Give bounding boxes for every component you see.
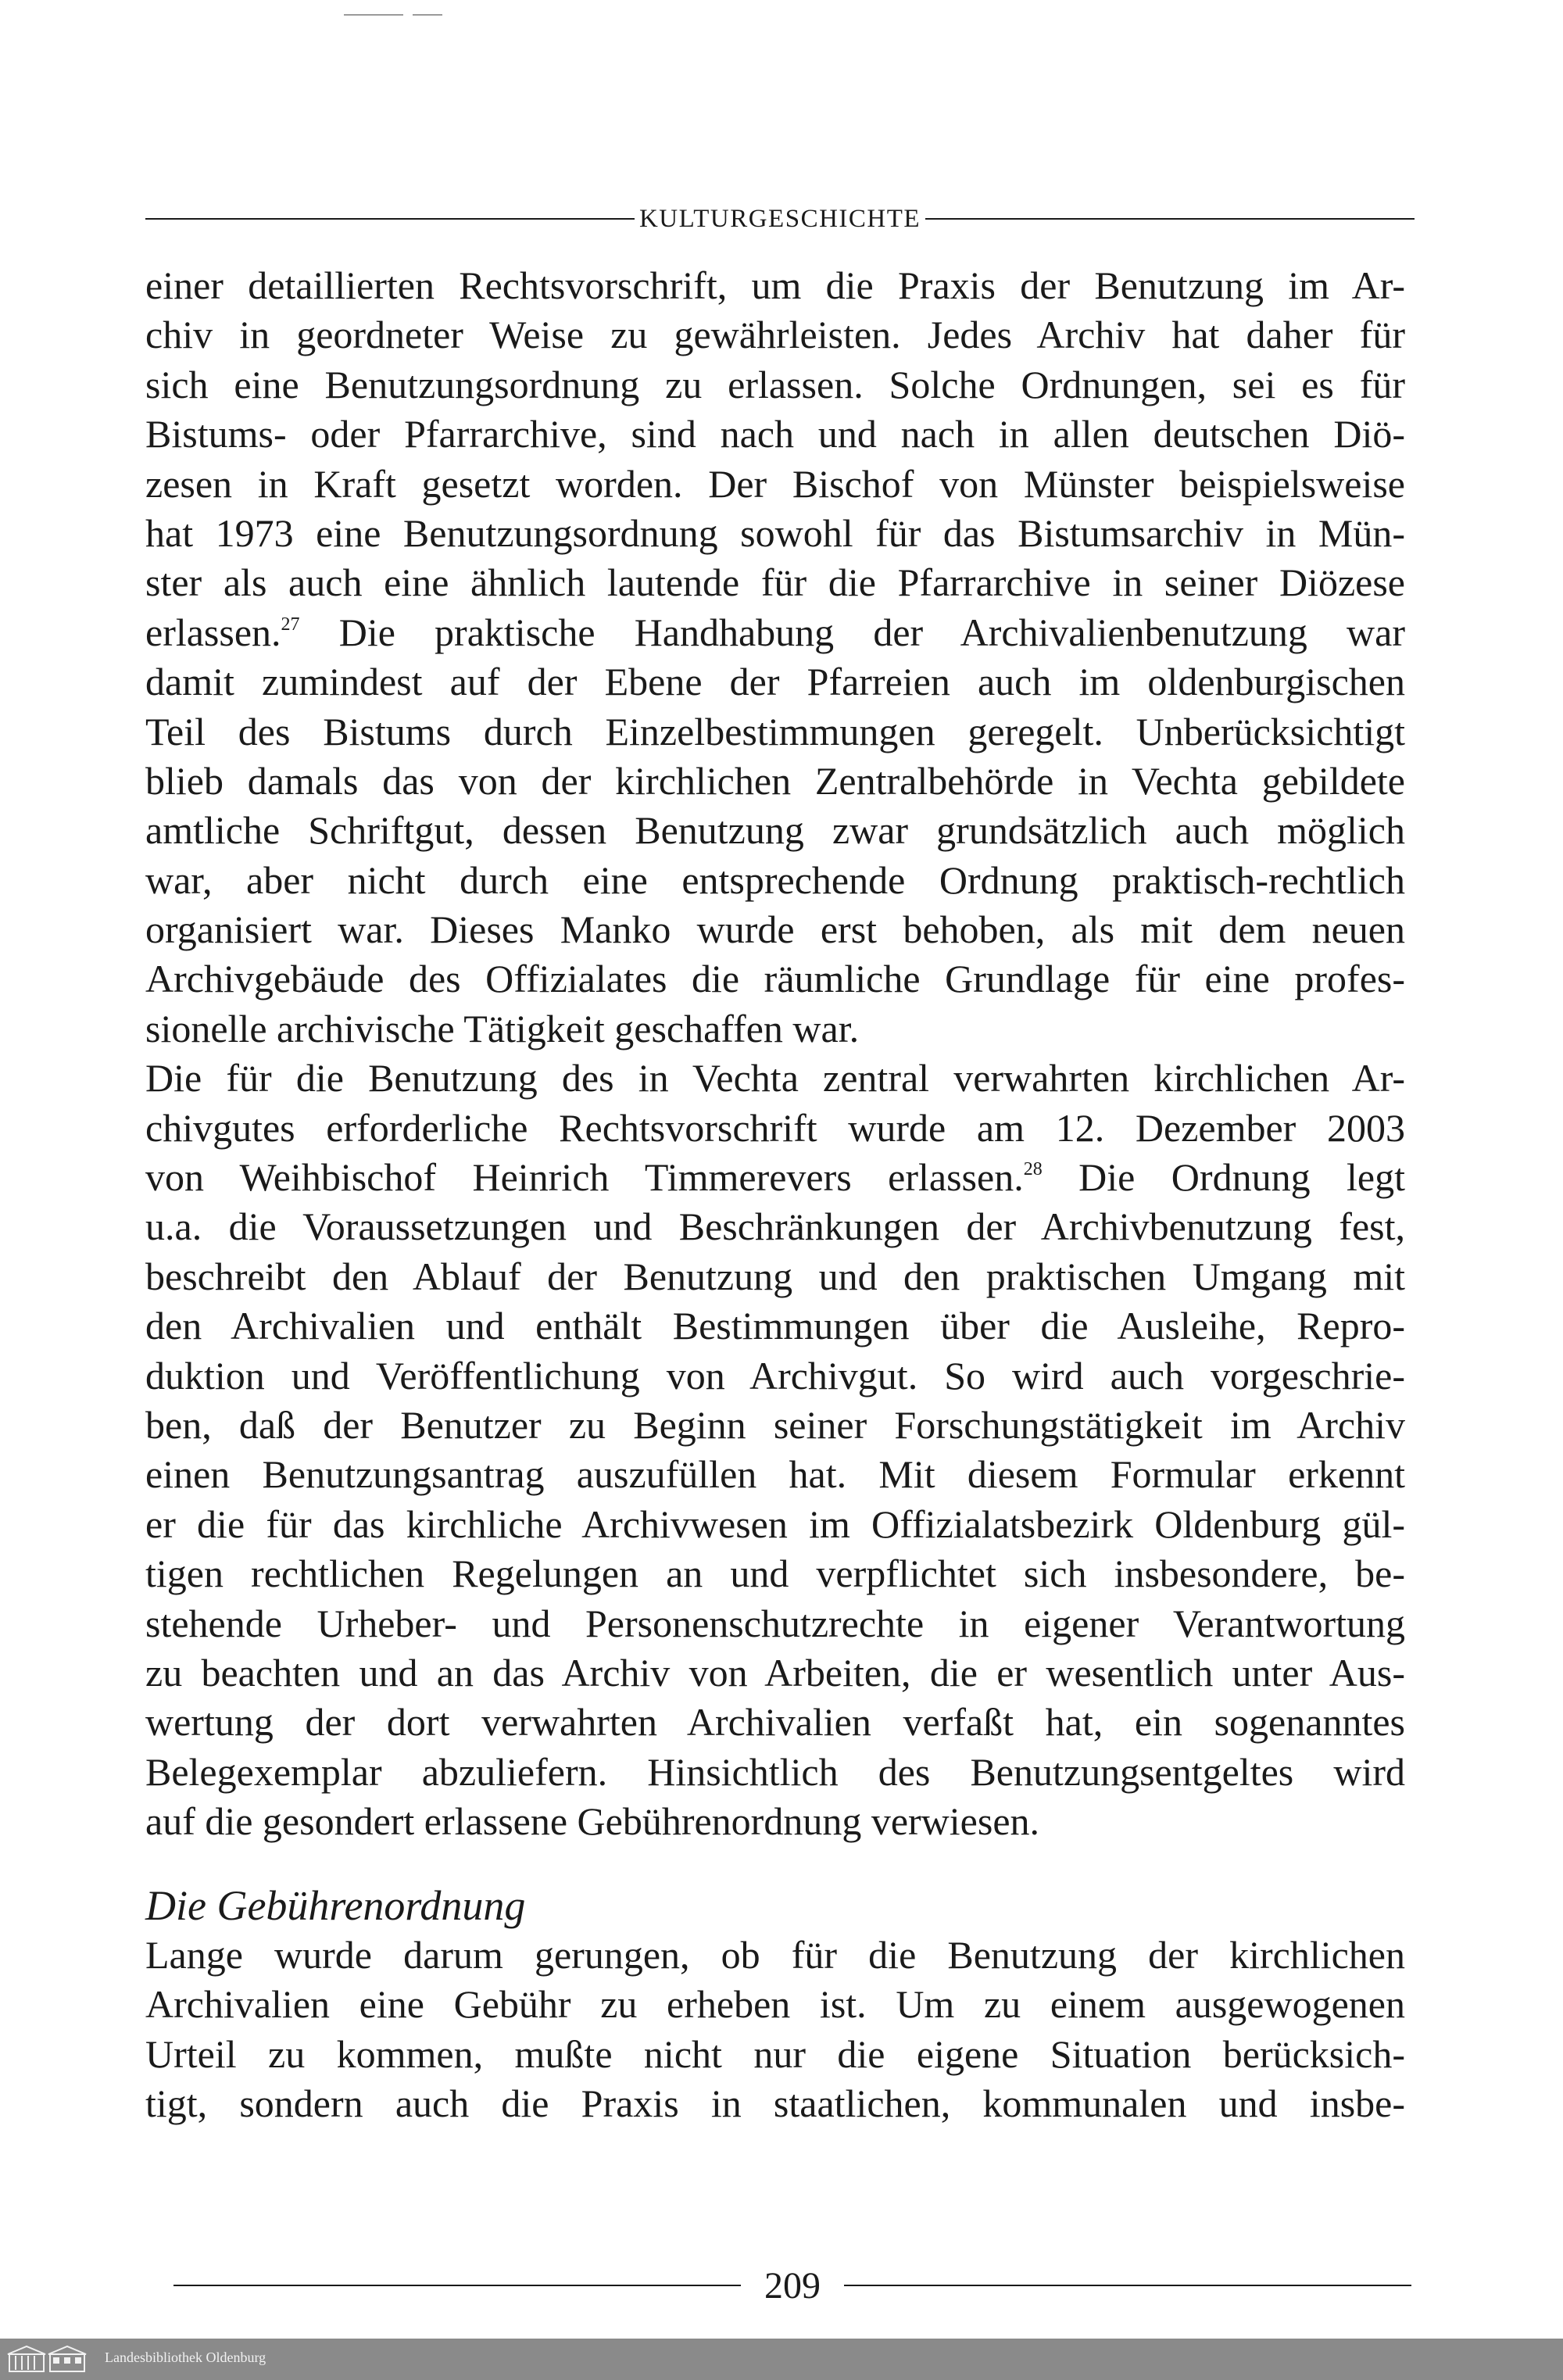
text-line: ben, daß der Benutzer zu Beginn seiner Forschungstätigkeit im Archiv <box>145 1402 1405 1447</box>
text-line: Archivgebäude des Offizialates die räumliche Grundlage für eine profes- <box>145 957 1405 1001</box>
running-head-title: KULTURGESCHICHTE <box>638 204 921 233</box>
text-fragment: Die praktische Handhabung der Archivalienbenutzung war <box>299 610 1405 654</box>
running-head <box>145 202 1415 236</box>
text-fragment: Die Ordnung legt <box>1042 1155 1405 1200</box>
running-head-rule-right <box>925 218 1415 220</box>
text-line: hat 1973 eine Benutzungsordnung sowohl für das Bistumsarchiv in Mün- <box>145 510 1405 555</box>
text-line: ster als auch eine ähnlich lautende für die Pfarrarchive in seiner Diözese <box>145 560 1405 605</box>
text-line: Archivalien eine Gebühr zu erheben ist. Um zu einem ausgewogenen <box>145 1982 1405 2027</box>
text-line: sich eine Benutzungsordnung zu erlassen. Solche Ordnungen, sei es für <box>145 362 1405 406</box>
text-line: amtliche Schriftgut, dessen Benutzung zwar grundsätzlich auch möglich <box>145 808 1405 853</box>
scan-edge-marks <box>344 14 453 16</box>
text-line: sionelle archivische Tätigkeit geschaffen war. <box>145 1006 860 1050</box>
text-line: zesen in Kraft gesetzt worden. Der Bischof von Münster beispielsweise <box>145 461 1405 506</box>
text-line: zu beachten und an das Archiv von Arbeiten, die er wesentlich unter Aus- <box>145 1650 1405 1695</box>
text-line <box>145 608 1405 657</box>
text-line: Teil des Bistums durch Einzelbestimmungen geregelt. Unberücksichtigt <box>145 709 1405 753</box>
text-line: Lange wurde darum gerungen, ob für die Benutzung der kirchlichen <box>145 1932 1405 1977</box>
text-line: beschreibt den Ablauf der Benutzung und den praktischen Umgang mit <box>145 1254 1405 1298</box>
library-building-icon <box>5 2343 89 2375</box>
footnote-marker-27: 27 <box>281 614 300 635</box>
text-line: Belegexemplar abzuliefern. Hinsichtlich des Benutzungsentgeltes wird <box>145 1749 1405 1794</box>
page-number: 209 <box>764 2264 821 2307</box>
text-line: organisiert war. Dieses Manko wurde erst behoben, als mit dem neuen <box>145 907 1405 952</box>
text-line: auf die gesondert erlassene Gebührenordnung verwiesen. <box>145 1799 1040 1844</box>
text-line: wertung der dort verwahrten Archivalien verfaßt hat, ein sogenanntes <box>145 1700 1405 1745</box>
text-line: blieb damals das von der kirchlichen Zentralbehörde in Vechta gebildete <box>145 758 1405 803</box>
text-line: chivgutes erforderliche Rechtsvorschrift wurde am 12. Dezember 2003 <box>145 1105 1405 1150</box>
text-line: einer detaillierten Rechtsvorschrift, um die Praxis der Benutzung im Ar- <box>145 263 1405 307</box>
page-footer <box>173 2262 1411 2309</box>
text-line: Die für die Benutzung des in Vechta zentral verwahrten kirchlichen Ar- <box>145 1056 1405 1101</box>
text-fragment: erlassen. <box>145 610 281 654</box>
text-line: chiv in geordneter Weise zu gewährleisten. Jedes Archiv hat daher für <box>145 313 1405 357</box>
text-line: den Archivalien und enthält Bestimmungen über die Ausleihe, Repro- <box>145 1304 1405 1348</box>
running-head-rule-left <box>145 218 635 220</box>
footnote-marker-28: 28 <box>1023 1159 1043 1180</box>
text-line <box>145 1153 1405 1202</box>
text-line: stehende Urheber- und Personenschutzrechte in eigener Verantwortung <box>145 1601 1405 1645</box>
text-line: Bistums- oder Pfarrarchive, sind nach und nach in allen deutschen Diö- <box>145 412 1405 456</box>
text-line: er die für das kirchliche Archivwesen im Offizialatsbezirk Oldenburg gül- <box>145 1501 1405 1546</box>
library-name: Landesbibliothek Oldenburg <box>105 2350 266 2365</box>
section-heading: Die Gebührenordnung <box>145 1881 526 1929</box>
text-line: tigen rechtlichen Regelungen an und verpflichtet sich insbesondere, be- <box>145 1551 1405 1596</box>
text-line: u.a. die Voraussetzungen und Beschränkungen der Archivbenutzung fest, <box>145 1204 1405 1249</box>
text-line: duktion und Veröffentlichung von Archivgut. So wird auch vorgeschrie- <box>145 1353 1405 1398</box>
footer-rule-left <box>173 2285 741 2286</box>
library-watermark-bar <box>0 2339 1563 2380</box>
text-line: Urteil zu kommen, mußte nicht nur die eigene Situation berücksich- <box>145 2031 1405 2076</box>
text-line: war, aber nicht durch eine entsprechende Ordnung praktisch-rechtlich <box>145 857 1405 902</box>
footer-rule-right <box>844 2285 1411 2286</box>
text-line: damit zumindest auf der Ebene der Pfarreien auch im oldenburgischen <box>145 660 1405 704</box>
main-text <box>145 261 1405 2128</box>
text-fragment: von Weihbischof Heinrich Timmerevers erlassen. <box>145 1155 1024 1200</box>
text-line: einen Benutzungsantrag auszufüllen hat. Mit diesem Formular erkennt <box>145 1452 1405 1497</box>
text-line: tigt, sondern auch die Praxis in staatlichen, kommunalen und insbe- <box>145 2081 1405 2126</box>
